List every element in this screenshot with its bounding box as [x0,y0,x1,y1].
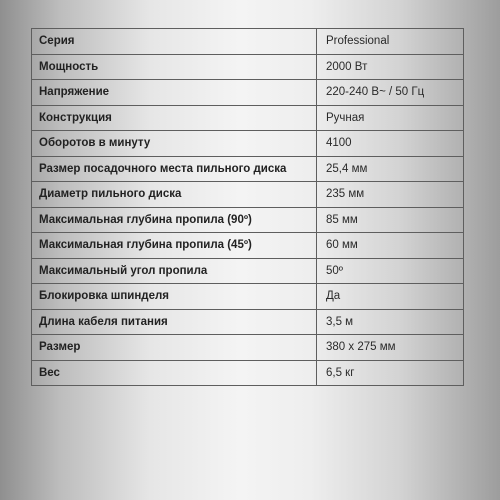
spec-table-body [32,29,464,386]
spec-label: Размер [32,335,317,361]
spec-label: Блокировка шпинделя [32,284,317,310]
spec-label: Максимальная глубина пропила (90º) [32,207,317,233]
table-row [32,309,464,335]
spec-label: Конструкция [32,105,317,131]
spec-value: Ручная [317,105,464,131]
spec-value: 3,5 м [317,309,464,335]
spec-label: Максимальный угол пропила [32,258,317,284]
spec-value: Professional [317,29,464,55]
spec-value: 60 мм [317,233,464,259]
spec-value: 235 мм [317,182,464,208]
spec-value: 380 х 275 мм [317,335,464,361]
spec-label: Длина кабеля питания [32,309,317,335]
spec-label: Максимальная глубина пропила (45º) [32,233,317,259]
spec-value: 25,4 мм [317,156,464,182]
table-row [32,207,464,233]
table-row [32,29,464,55]
spec-value: 85 мм [317,207,464,233]
spec-label: Серия [32,29,317,55]
spec-label: Мощность [32,54,317,80]
spec-value: 6,5 кг [317,360,464,386]
spec-label: Вес [32,360,317,386]
spec-value: 220-240 В~ / 50 Гц [317,80,464,106]
spec-value: 4100 [317,131,464,157]
table-row [32,335,464,361]
table-row [32,80,464,106]
spec-label: Размер посадочного места пильного диска [32,156,317,182]
table-row [32,182,464,208]
spec-value: Да [317,284,464,310]
table-row [32,54,464,80]
spec-label: Напряжение [32,80,317,106]
spec-value: 50º [317,258,464,284]
table-row [32,131,464,157]
table-row [32,105,464,131]
table-row [32,284,464,310]
spec-label: Диаметр пильного диска [32,182,317,208]
table-row [32,156,464,182]
spec-table [31,28,464,386]
spec-label: Оборотов в минуту [32,131,317,157]
table-row [32,360,464,386]
table-row [32,233,464,259]
spec-value: 2000 Вт [317,54,464,80]
table-row [32,258,464,284]
